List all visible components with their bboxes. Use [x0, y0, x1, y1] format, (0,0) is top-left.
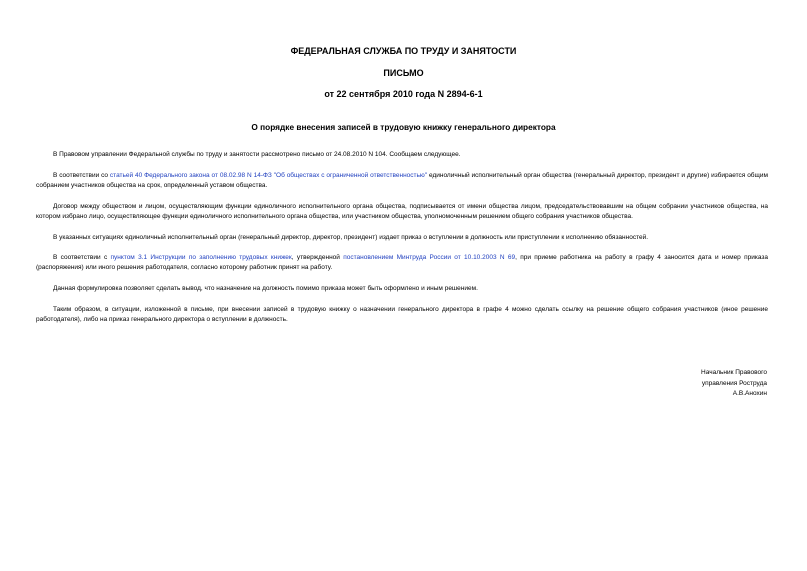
- resolution-link[interactable]: постановлением Минтруда России от 10.10.2003 N 69: [343, 254, 516, 262]
- paragraph-2: [36, 171, 768, 191]
- law-article-40-link[interactable]: статьей 40 Федерального закона от 08.02.98 N 14-ФЗ "Об обществах с ограниченной ответственностью": [109, 171, 428, 179]
- signature-block: [701, 368, 767, 400]
- signer-position-line-2: управления Роструда: [701, 379, 767, 387]
- signer-position-line-1: Начальник Правового: [701, 369, 767, 376]
- signer-name: А.В.Анохин: [732, 390, 767, 397]
- paragraph-5-text-3: , при приеме работника на работу в графу 4 заносится дата и номер приказа (распоряжения) или иного решения работодателя, согласно которому работник принят на работу.: [36, 254, 768, 272]
- paragraph-2-text-1: В соответствии со: [53, 171, 110, 179]
- paragraph-7: Таким образом, в ситуации, изложенной в письме, при внесении записей в трудовую книжку о назначении генерального директора в графе 4 можно сделать ссылку на решение общего собрания участников (иное решение работодателя), либо на приказ генерального директора о вступлении в должность.: [36, 305, 768, 324]
- paragraph-1: В Правовом управлении Федеральной службы по труду и занятости рассмотрено письмо от 24.08.2010 N 104. Сообщаем следующее.: [53, 151, 461, 158]
- paragraph-4: В указанных ситуациях единоличный исполнительный орган (генеральный директор, директор, президент) издает приказ о вступлении в должность или приступлении к исполнению обязанностей.: [53, 233, 649, 241]
- document-date-number: от 22 сентября 2010 года N 2894-6-1: [324, 89, 483, 99]
- paragraph-6: Данная формулировка позволяет сделать вывод, что назначение на должность помимо приказа может быть оформлено и иным решением.: [53, 285, 478, 293]
- letter-body: [36, 150, 768, 336]
- instruction-clause-link[interactable]: пунктом 3.1 Инструкции по заполнению трудовых книжек: [110, 254, 292, 262]
- paragraph-5-text-2: , утвержденной: [291, 254, 344, 262]
- issuing-organization: ФЕДЕРАЛЬНАЯ СЛУЖБА ПО ТРУДУ И ЗАНЯТОСТИ: [290, 46, 517, 56]
- paragraph-5: [36, 253, 768, 273]
- document-subject: О порядке внесения записей в трудовую книжку генерального директора: [251, 122, 556, 132]
- document-type: ПИСЬМО: [383, 68, 424, 78]
- paragraph-5-text-1: В соответствии с: [53, 254, 111, 262]
- paragraph-2-text-2: единоличный исполнительный орган общества (генеральный директор, президент и другие) избирается общим собранием участников общества на срок, определенный уставом общества.: [36, 171, 768, 189]
- paragraph-3: Договор между обществом и лицом, осуществляющим функции единоличного исполнительного органа общества, подписывается от имени общества лицом, председательствовавшим на общем собрании участников общества, на котором избрано лицо, осуществляющее функции единоличного исполнительного органа общества, или участником общества, уполномоченным решением общего собрания участников общества.: [36, 202, 768, 220]
